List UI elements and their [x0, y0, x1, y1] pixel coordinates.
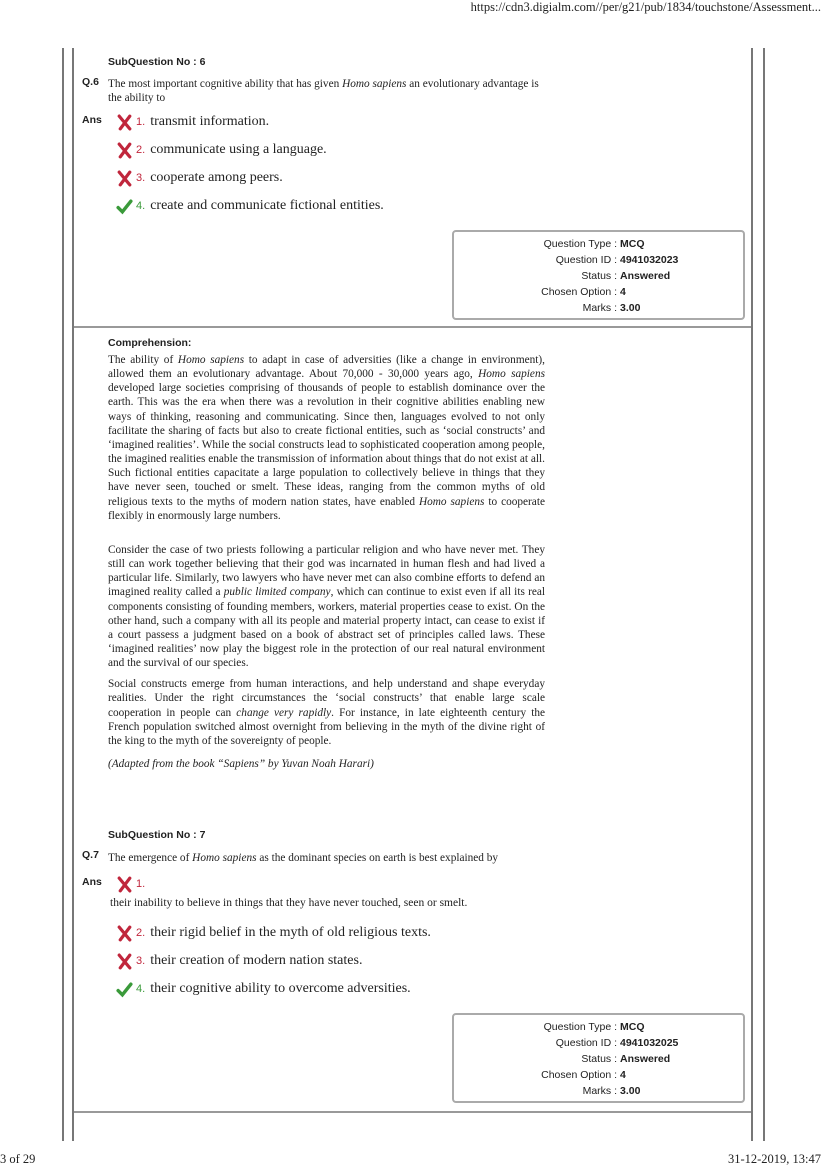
option-3: 3. their creation of modern nation states. — [116, 951, 431, 971]
question-info-box: Question Type : MCQ Question ID : 4941032025 Status : Answered Chosen Option : 4 Marks : 3.00 — [452, 1013, 745, 1103]
page-url[interactable]: https://cdn3.digialm.com//per/g21/pub/1834/touchstone/Assessment... — [470, 0, 821, 14]
left-border-inner — [72, 48, 74, 1141]
cross-icon — [116, 953, 133, 970]
option-2: 2. their rigid belief in the myth of old religious texts. — [116, 923, 431, 943]
option-1-text: their inability to believe in things that they have never touched, seen or smelt. — [110, 897, 468, 909]
passage-paragraph-2: Consider the case of two priests following a particular religion and who have never met. They still can work together believing that their god was incarnated in human flesh and had lived a particular life. Similarly, two lawyers who have never met can also combine efforts to defend an imagined reality called a public limited company, which can continue to exist even if all its real components consisting of founding members, workers, material properties cease to exist. On the other hand, such a company with all its people and material property intact, can cease to exist if a court passess a judgment based on a book of abstract set of principles called laws. These ‘imagined realities’ now play the biggest role in the protection of our real natural environment and the survival of our species. — [108, 543, 545, 670]
cross-icon — [116, 925, 133, 942]
option-3: 3. cooperate among peers. — [116, 168, 384, 188]
answer-label: Ans — [82, 114, 102, 126]
right-border-outer — [763, 48, 765, 1141]
passage-source: (Adapted from the book “Sapiens” by Yuvan Noah Harari) — [108, 758, 374, 771]
cross-icon — [116, 876, 133, 893]
option-1: 1. transmit information. — [116, 112, 384, 132]
cross-icon — [116, 142, 133, 159]
question-text: The most important cognitive ability that has given Homo sapiens an evolutionary advantage is the ability to — [108, 78, 539, 104]
subquestion-label: SubQuestion No : 7 — [108, 829, 206, 841]
left-border-outer — [62, 48, 64, 1141]
comprehension-passage — [108, 353, 545, 771]
option-4: 4. their cognitive ability to overcome adversities. — [116, 979, 431, 999]
option-2: 2. communicate using a language. — [116, 140, 384, 160]
question-number: Q.6 — [82, 76, 99, 88]
page-number: 3 of 29 — [0, 1152, 36, 1166]
passage-paragraph-3: Social constructs emerge from human interactions, and help understand and shape everyday realities. Under the right circumstances the ‘social constructs’ that enable large scale cooperation in people can change very rapidly. For instance, in late eighteenth century the French population switched almost overnight from believing in the myth of the divine right of the king to the myth of the sovereignty of people. — [108, 678, 546, 747]
question-divider — [74, 1111, 751, 1113]
question-info-box: Question Type : MCQ Question ID : 4941032023 Status : Answered Chosen Option : 4 Marks : 3.00 — [452, 230, 745, 320]
right-border-inner — [751, 48, 753, 1141]
question-number: Q.7 — [82, 849, 99, 861]
print-datetime: 31-12-2019, 13:47 — [727, 1152, 821, 1166]
cross-icon — [116, 170, 133, 187]
passage-paragraph-1: The ability of Homo sapiens to adapt in case of adversities (like a change in environment), allowed them an evolutionary advantage. About 70,000 - 30,000 years ago, Homo sapiens developed large societies comprising of thousands of people to establish dominance over the earth. This was the era when there was a revolution in their cognitive abilities enabling new ways of thinking, reasoning and communicating. Since then, languages evolved to not only facilitate the sharing of facts but also to create fictional entities, such as ‘social constructs’ and ‘imagined realities’. While the social constructs lead to sophisticated cooperation among people, the imagined realities enable the transmission of information about things that do not exist at all. Such fictional entities capacitate a large population to collectively believe in things that they have never seen, touched or smelt. These ideas, ranging from the common myths of old religious texts to the myths of modern nation states, have enabled Homo sapiens to cooperate flexibly in enormously large numbers. — [108, 354, 546, 522]
question-text: The emergence of Homo sapiens as the dominant species on earth is best explained by — [108, 852, 499, 864]
options-list — [116, 112, 384, 216]
options-list — [116, 923, 431, 999]
answer-label: Ans — [82, 876, 102, 888]
checkmark-icon — [116, 981, 133, 998]
option-1: 1. — [116, 874, 150, 894]
cross-icon — [116, 114, 133, 131]
question-divider — [74, 326, 751, 328]
subquestion-label: SubQuestion No : 6 — [108, 56, 206, 68]
comprehension-label: Comprehension: — [108, 337, 192, 349]
checkmark-icon — [116, 198, 133, 215]
option-4: 4. create and communicate fictional entities. — [116, 196, 384, 216]
